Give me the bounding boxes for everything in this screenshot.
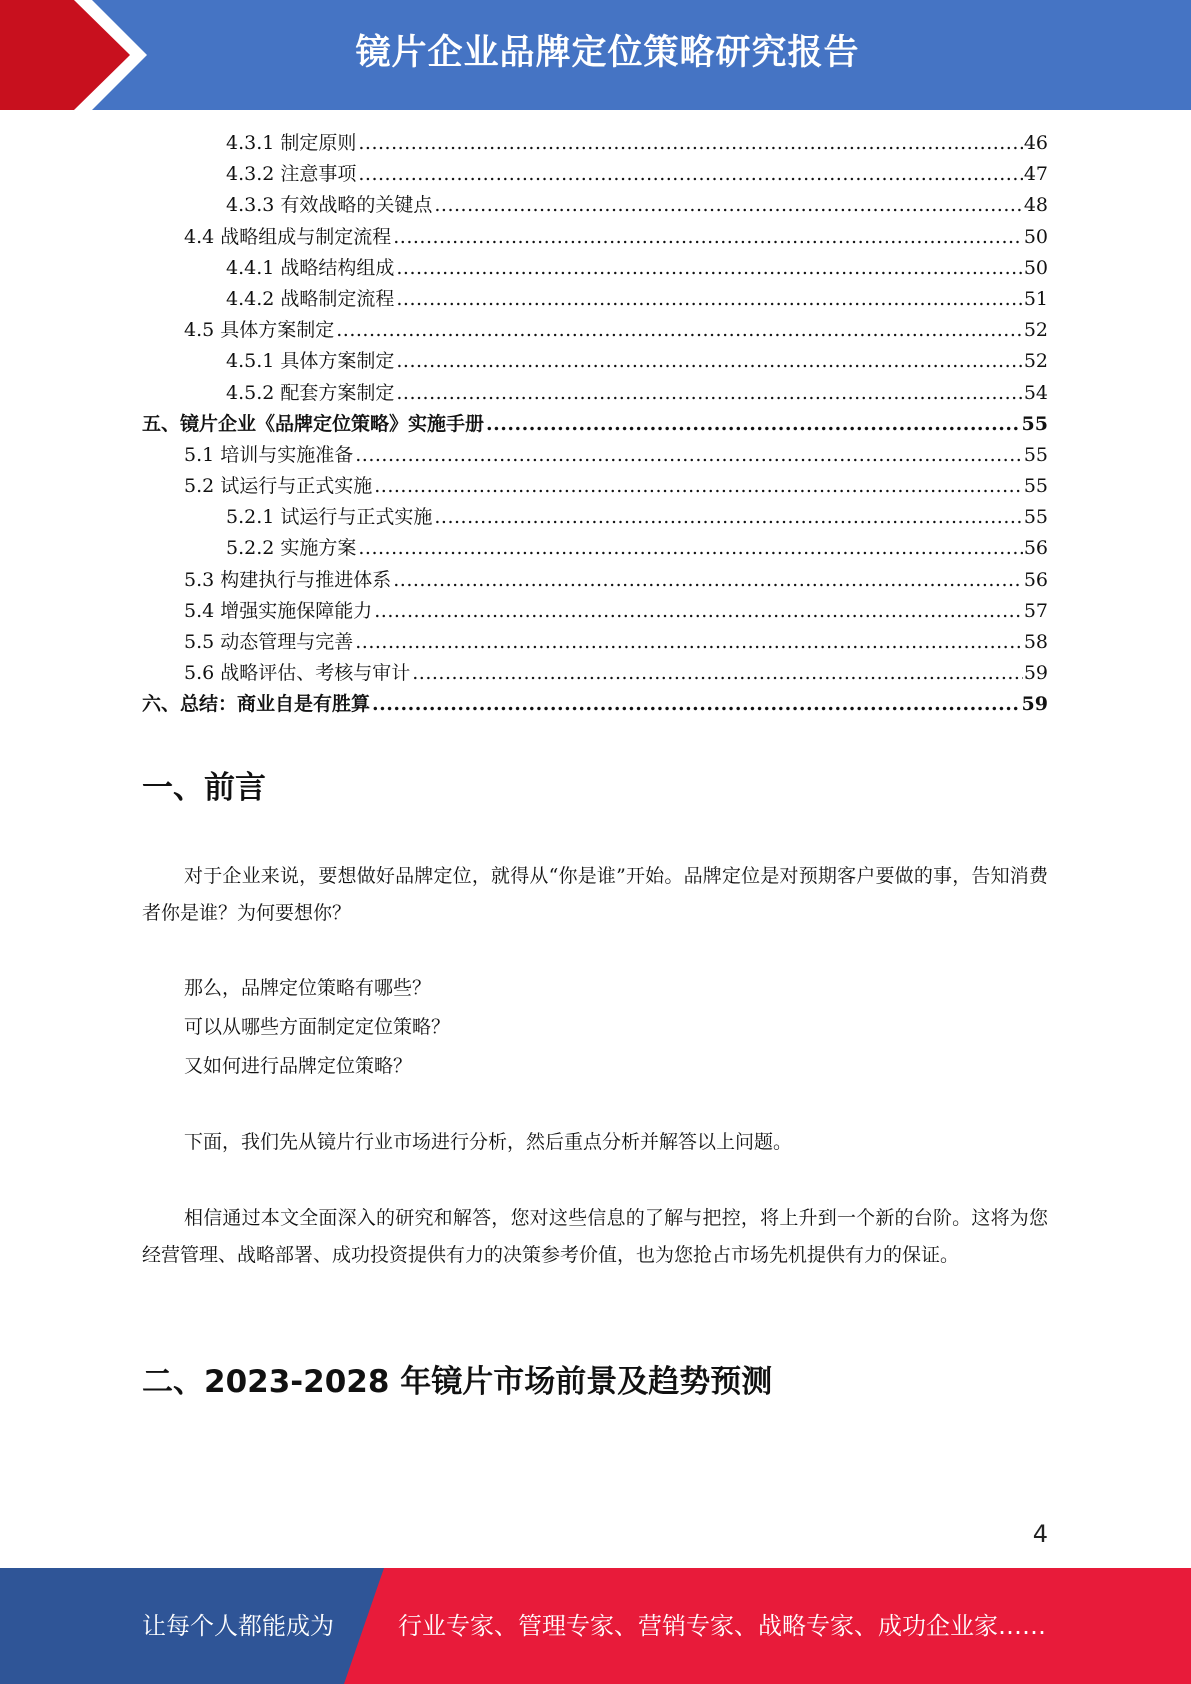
toc-entry[interactable] (142, 627, 1048, 658)
toc-entry[interactable] (142, 190, 1048, 221)
toc-entry-title: 5.5 动态管理与完善 (184, 631, 354, 653)
toc-dot-leader (434, 506, 1022, 528)
toc-entry[interactable] (142, 440, 1048, 471)
toc-entry-title: 5.2 试运行与正式实施 (184, 475, 373, 498)
toc-entry-page: 59 (1021, 693, 1048, 716)
toc-entry-page: 57 (1023, 599, 1048, 622)
toc-entry-title: 5.2.2 实施方案 (226, 537, 357, 560)
footer-slogan-right: 行业专家、管理专家、营销专家、战略专家、成功企业家…… (398, 1612, 1046, 1640)
toc-dot-leader (358, 132, 1022, 154)
toc-dot-leader (372, 693, 1021, 715)
toc-entry-title: 六、总结：商业自是有胜算 (142, 693, 371, 716)
toc-entry-page: 55 (1023, 506, 1048, 529)
toc-dot-leader (355, 444, 1023, 466)
preface-heading: 一、前言 (142, 770, 266, 806)
toc-entry-title: 4.3.2 注意事项 (226, 163, 357, 186)
toc-entry[interactable] (142, 346, 1048, 377)
toc-entry-title: 4.4.2 战略制定流程 (226, 287, 395, 310)
market-heading: 二、2023-2028 年镜片市场前景及趋势预测 (142, 1364, 773, 1400)
toc-entry-page: 52 (1023, 319, 1048, 342)
toc-entry-page: 59 (1023, 662, 1048, 685)
toc-entry[interactable] (142, 128, 1048, 159)
toc-entry-page: 54 (1023, 381, 1048, 404)
question-2: 可以从哪些方面制定定位策略？ (184, 1016, 451, 1038)
toc-entry[interactable] (142, 315, 1048, 346)
toc-dot-leader (396, 288, 1022, 310)
toc-entry-title: 4.4.1 战略结构组成 (226, 256, 395, 279)
toc-entry-title: 4.5 具体方案制定 (184, 319, 335, 342)
toc-dot-leader (412, 662, 1023, 684)
toc-entry-page: 50 (1023, 225, 1048, 248)
toc-entry-title: 5.3 构建执行与推进体系 (184, 568, 392, 591)
toc-entry-page: 55 (1023, 443, 1048, 466)
toc-entry[interactable] (142, 471, 1048, 502)
toc-dot-leader (396, 257, 1022, 279)
toc-dot-leader (336, 319, 1023, 341)
page-header (0, 0, 1191, 110)
toc-entry-title: 5.4 增强实施保障能力 (184, 599, 373, 622)
toc-dot-leader (374, 475, 1023, 497)
toc-dot-leader (393, 569, 1023, 591)
report-title: 镜片企业品牌定位策略研究报告 (355, 33, 860, 73)
toc-entry[interactable] (142, 689, 1048, 720)
table-of-contents (142, 128, 1048, 721)
question-1: 那么，品牌定位策略有哪些？ (184, 977, 432, 999)
toc-dot-leader (355, 631, 1023, 653)
toc-dot-leader (396, 382, 1022, 404)
toc-entry-page: 50 (1023, 256, 1048, 279)
toc-dot-leader (434, 194, 1022, 216)
toc-entry-page: 55 (1023, 475, 1048, 498)
toc-entry-title: 五、镜片企业《品牌定位策略》实施手册 (142, 412, 485, 435)
toc-entry-title: 4.3.3 有效战略的关键点 (226, 194, 433, 217)
toc-dot-leader (374, 600, 1023, 622)
toc-entry-title: 4.5.2 配套方案制定 (226, 381, 395, 404)
toc-entry-page: 55 (1021, 412, 1048, 435)
page-number: 4 (1032, 1520, 1048, 1548)
toc-entry-page: 47 (1023, 163, 1048, 186)
toc-entry[interactable] (142, 253, 1048, 284)
toc-entry-title: 5.6 战略评估、考核与审计 (184, 662, 411, 685)
toc-entry-page: 58 (1023, 631, 1048, 653)
toc-entry-title: 4.4 战略组成与制定流程 (184, 225, 392, 248)
toc-entry[interactable] (142, 502, 1048, 533)
preface-paragraph-2: 下面，我们先从镜片行业市场进行分析，然后重点分析并解答以上问题。 (184, 1131, 793, 1153)
question-3: 又如何进行品牌定位策略？ (184, 1055, 413, 1077)
toc-entry[interactable] (142, 565, 1048, 596)
toc-entry-title: 4.3.1 制定原则 (226, 132, 357, 154)
toc-entry-page: 51 (1023, 287, 1048, 310)
toc-entry[interactable] (142, 533, 1048, 564)
toc-entry-page: 48 (1023, 194, 1048, 217)
toc-entry[interactable] (142, 658, 1048, 689)
toc-entry-page: 56 (1023, 537, 1048, 560)
toc-entry-title: 4.5.1 具体方案制定 (226, 350, 395, 373)
toc-entry[interactable] (142, 596, 1048, 627)
toc-dot-leader (396, 350, 1022, 372)
toc-entry-title: 5.1 培训与实施准备 (184, 443, 354, 466)
footer-slogan-left: 让每个人都能成为 (142, 1612, 334, 1640)
toc-entry[interactable] (142, 159, 1048, 190)
toc-entry[interactable] (142, 378, 1048, 409)
toc-entry-page: 56 (1023, 568, 1048, 591)
toc-entry-page: 46 (1023, 132, 1048, 154)
toc-dot-leader (393, 226, 1023, 248)
page-footer (0, 1568, 1191, 1684)
toc-dot-leader (358, 537, 1022, 559)
toc-entry[interactable] (142, 409, 1048, 440)
toc-dot-leader (358, 163, 1022, 185)
toc-entry[interactable] (142, 284, 1048, 315)
toc-entry[interactable] (142, 222, 1048, 253)
preface-paragraph-1: 对于企业来说，要想做好品牌定位，就得从“你是谁”开始。品牌定位是对预期客户要做的事，告知消费者你是谁？为何要想你？ (142, 865, 1048, 924)
toc-dot-leader (486, 413, 1021, 435)
toc-entry-title: 5.2.1 试运行与正式实施 (226, 506, 433, 529)
preface-paragraph-3: 相信通过本文全面深入的研究和解答，您对这些信息的了解与把控，将上升到一个新的台阶。这将为您经营管理、战略部署、成功投资提供有力的决策参考价值，也为您抢占市场先机提供有力的保证。 (142, 1207, 1048, 1266)
toc-entry-page: 52 (1023, 350, 1048, 373)
